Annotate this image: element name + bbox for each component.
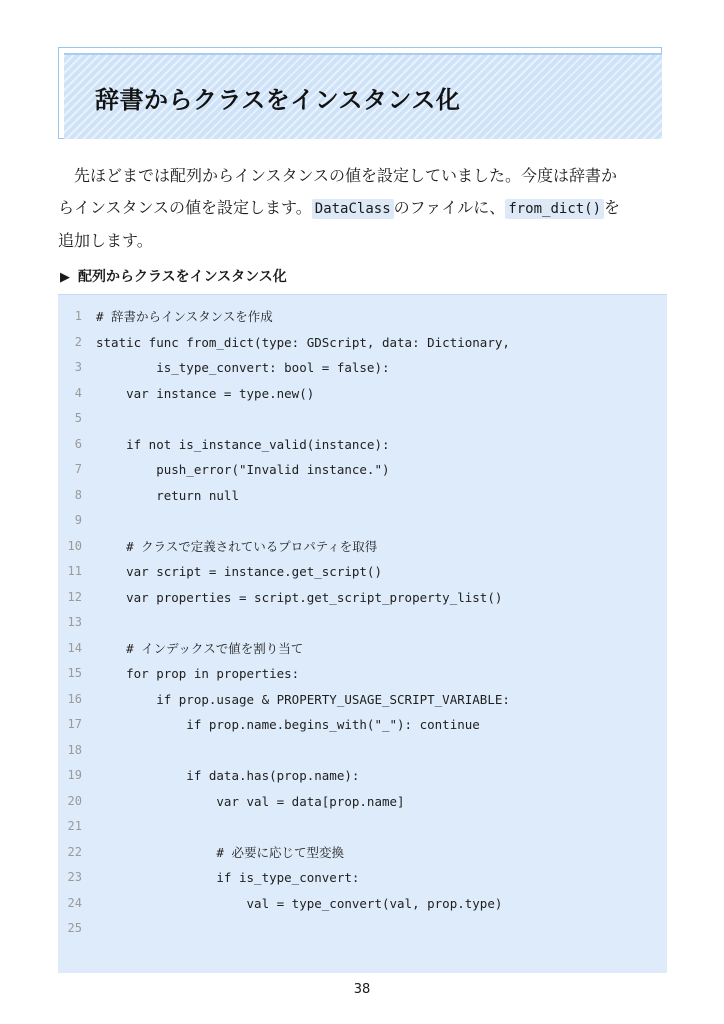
code-text: var script = instance.get_script() [96,564,382,579]
code-text: if is_type_convert: [96,870,360,885]
code-text: val = type_convert(val, prop.type) [96,895,503,911]
line-number: 1 [74,309,82,323]
code-line [58,534,667,559]
paragraph-text: らインスタンスの値を設定します。 [58,198,312,217]
code-text: push_error("Invalid instance.") [96,462,390,477]
code-text: if not is_instance_valid(instance): [96,436,390,452]
code-text: if prop.usage & PROPERTY_USAGE_SCRIPT_VARIABLE: [96,691,510,707]
line-number: 5 [74,411,82,425]
code-line [58,916,667,941]
code-text: # クラスで定義されているプロパティを取得 [96,538,378,554]
code-line [58,763,667,788]
line-number: 8 [74,487,82,502]
code-text: return null [96,487,239,503]
body-paragraph [58,160,666,257]
line-number: 21 [67,819,82,833]
code-text: var instance = type.new() [96,385,315,401]
line-number: 13 [67,615,82,629]
code-line [58,508,667,533]
code-text: # 必要に応じて型変換 [96,844,344,860]
code-line [58,585,667,610]
code-text: is_type_convert: bool = false): [96,360,390,375]
line-number: 16 [67,691,82,706]
line-number: 11 [67,564,82,578]
caption-text: 配列からクラスをインスタンス化 [78,269,287,285]
code-text: var val = data[prop.name] [96,793,405,809]
paragraph-line-1: 先ほどまでは配列からインスタンスの値を設定していました。今度は辞書か [74,166,618,185]
code-text: # インデックスで値を割り当て [96,640,304,656]
line-number: 18 [67,742,82,757]
code-text: if data.has(prop.name): [96,768,360,783]
code-line [58,687,667,712]
code-line [58,814,667,839]
code-line [58,865,667,890]
code-text: # 辞書からインスタンスを作成 [96,309,273,324]
line-number: 12 [67,589,82,604]
line-number: 4 [74,385,82,400]
code-line [58,559,667,584]
code-line [58,406,667,431]
code-caption [60,266,287,286]
paragraph-text: を [604,198,621,217]
code-line [58,636,667,661]
line-number: 10 [67,538,82,553]
inline-code-from-dict: from_dict() [505,199,604,219]
code-text: if prop.name.begins_with("_"): continue [96,717,480,732]
code-block [58,294,667,973]
code-line [58,355,667,380]
code-text: static func from_dict(type: GDScript, data: Dictionary, [96,334,510,350]
code-line [58,457,667,482]
code-line [58,304,667,329]
section-heading: 辞書からクラスをインスタンス化 [95,85,461,114]
inline-code-dataclass: DataClass [312,199,394,219]
line-number: 7 [74,462,82,476]
line-number: 14 [67,640,82,655]
code-line [58,712,667,737]
line-number: 9 [74,513,82,527]
code-line [58,891,667,916]
code-line [58,610,667,635]
line-number: 3 [74,360,82,374]
code-line [58,789,667,814]
line-number: 17 [67,717,82,731]
paragraph-line-2 [58,192,666,225]
line-number: 24 [67,895,82,910]
triangle-right-icon: ▶ [60,270,70,285]
code-line [58,432,667,457]
code-text: var properties = script.get_script_property_list() [96,589,503,605]
line-number: 19 [67,768,82,782]
paragraph-line-3: 追加します。 [58,231,153,250]
line-number: 6 [74,436,82,451]
code-line [58,840,667,865]
code-text: for prop in properties: [96,666,300,681]
page-number: 38 [353,982,371,997]
line-number: 23 [67,870,82,884]
code-line [58,381,667,406]
code-line [58,738,667,763]
line-number: 15 [67,666,82,680]
line-number: 2 [74,334,82,349]
paragraph-text: のファイルに、 [393,198,506,217]
line-number: 22 [67,844,82,859]
line-number: 25 [67,921,82,935]
code-line [58,330,667,355]
line-number: 20 [67,793,82,808]
code-line [58,483,667,508]
code-line [58,661,667,686]
